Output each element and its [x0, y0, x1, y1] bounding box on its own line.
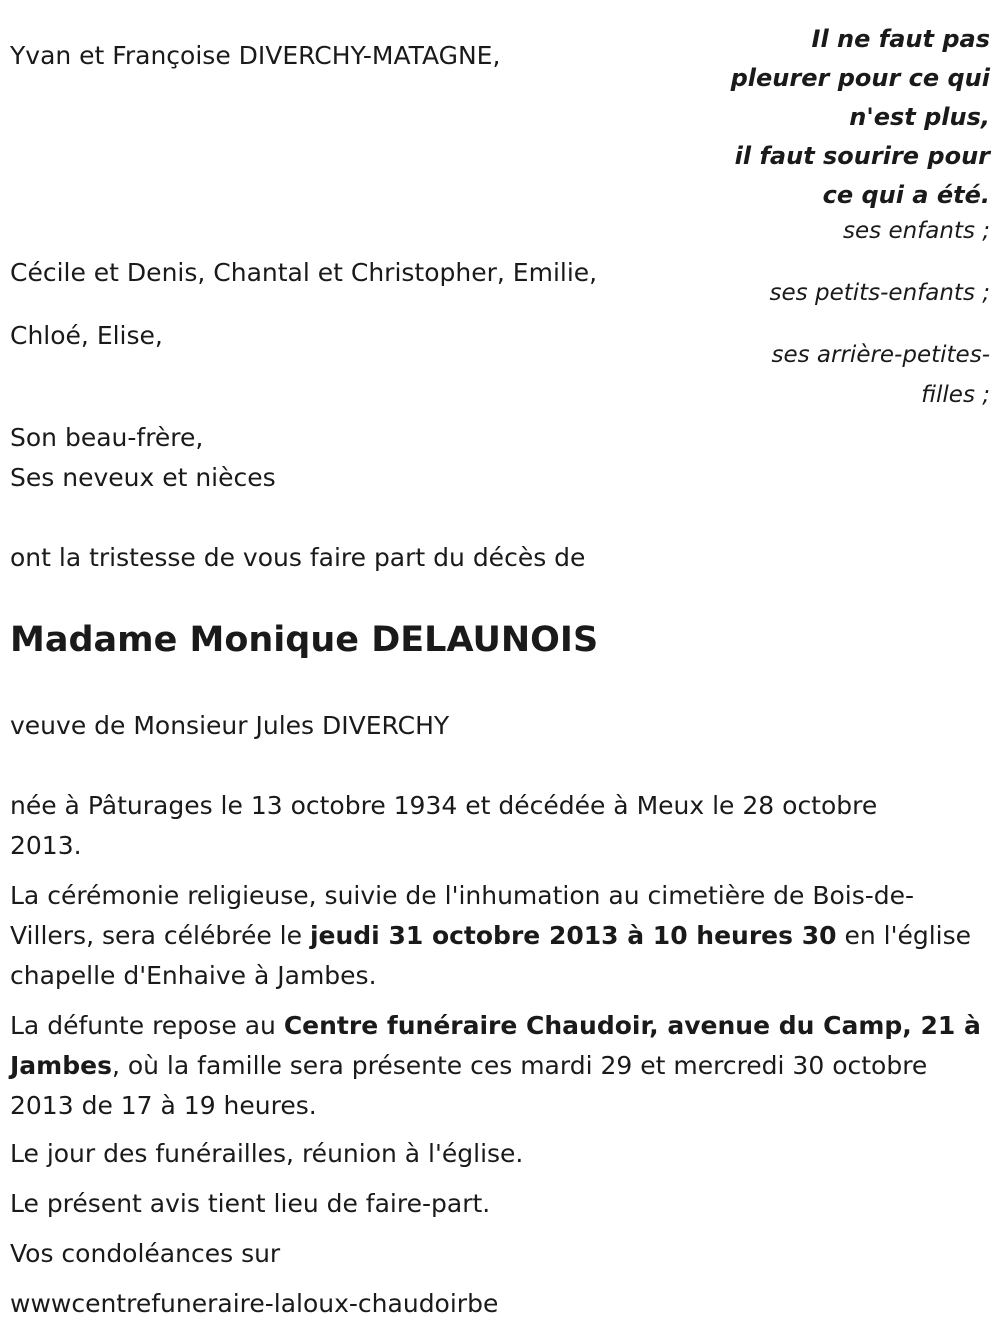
quote-line-3: n'est plus,: [849, 103, 990, 131]
notice-line: Le présent avis tient lieu de faire-part.: [10, 1189, 491, 1218]
quote-line-5: ce qui a été.: [822, 181, 990, 209]
rest-line-3: 2013 de 17 à 19 heures.: [10, 1091, 317, 1120]
role-children: ses enfants ;: [843, 218, 990, 244]
widow-line: veuve de Monsieur Jules DIVERCHY: [10, 711, 450, 740]
website-link[interactable]: wwwcentrefuneraire-laloux-chaudoirbe: [10, 1289, 499, 1318]
deceased-name: Madame Monique DELAUNOIS: [10, 620, 599, 660]
ceremony-line-2: Villers, sera célébrée le jeudi 31 octobre 2013 à 10 heures 30 en l'église: [10, 921, 972, 950]
rest-line-1: La défunte repose au Centre funéraire Chaudoir, avenue du Camp, 21 à: [10, 1011, 981, 1040]
role-great-grandchildren-1: ses arrière-petites-: [771, 342, 990, 368]
family-line-2: Cécile et Denis, Chantal et Christopher, Emilie,: [10, 258, 598, 287]
condolences-line: Vos condoléances sur: [10, 1239, 281, 1268]
ceremony-line-1: La cérémonie religieuse, suivie de l'inhumation au cimetière de Bois-de-: [10, 881, 915, 910]
role-grandchildren: ses petits-enfants ;: [769, 280, 990, 306]
funeral-center-city: Jambes: [10, 1051, 112, 1080]
role-great-grandchildren-2: filles ;: [921, 382, 990, 408]
birth-death-line-2: 2013.: [10, 831, 82, 860]
ceremony-line-3: chapelle d'Enhaive à Jambes.: [10, 961, 377, 990]
quote-line-1: Il ne faut pas: [811, 25, 990, 53]
quote-line-4: il faut sourire pour: [734, 142, 990, 170]
ceremony-date: jeudi 31 octobre 2013 à 10 heures 30: [309, 921, 837, 950]
announcement: ont la tristesse de vous faire part du décès de: [10, 543, 586, 572]
quote-block: [690, 20, 990, 415]
quote-line-2: pleurer pour ce qui: [730, 64, 990, 92]
family-line-5: Ses neveux et nièces: [10, 463, 276, 492]
rest-line-2: Jambes, où la famille sera présente ces mardi 29 et mercredi 30 octobre: [10, 1051, 928, 1080]
birth-death-line-1: née à Pâturages le 13 octobre 1934 et décédée à Meux le 28 octobre: [10, 791, 878, 820]
family-line-3: Chloé, Elise,: [10, 321, 163, 350]
family-line-4: Son beau-frère,: [10, 423, 204, 452]
funeral-center: Centre funéraire Chaudoir, avenue du Camp, 21 à: [283, 1011, 981, 1040]
family-line-1: Yvan et Françoise DIVERCHY-MATAGNE,: [10, 41, 501, 70]
meeting-line: Le jour des funérailles, réunion à l'église.: [10, 1139, 524, 1168]
